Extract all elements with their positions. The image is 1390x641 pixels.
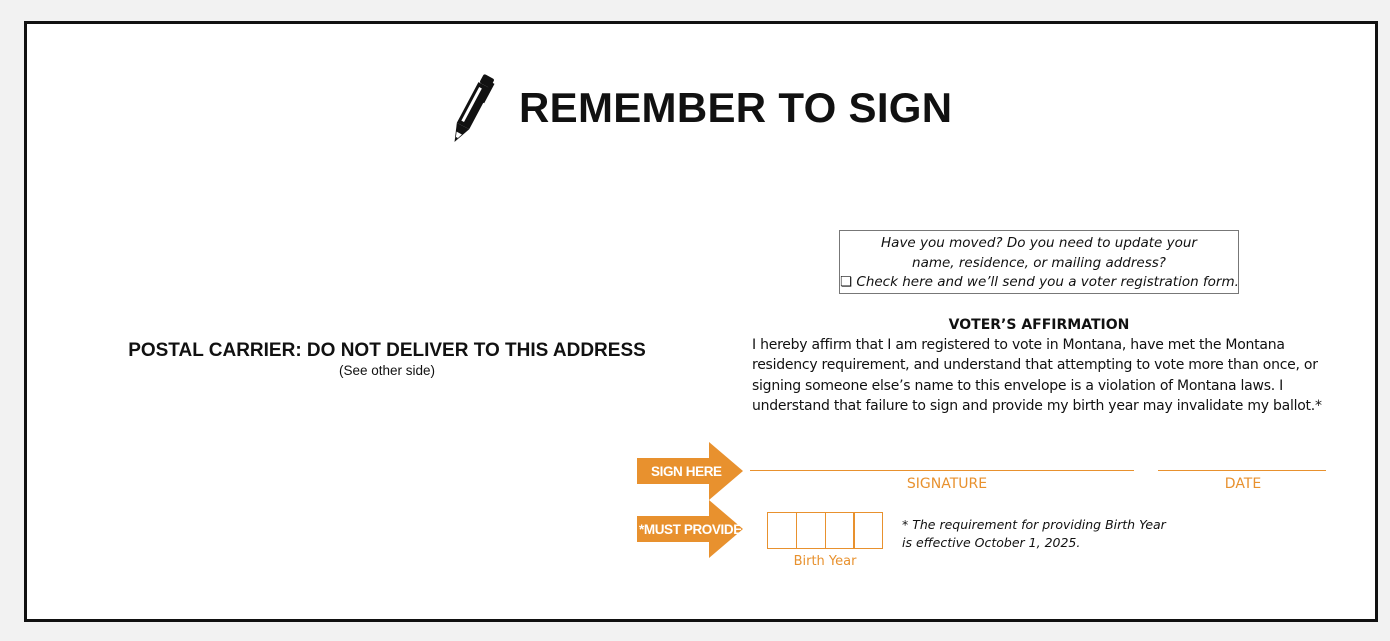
registration-form-checkbox[interactable]: ❏ Check here and we’ll send you a voter registration form. [840, 274, 1239, 290]
postal-warning: POSTAL CARRIER: DO NOT DELIVER TO THIS ADDRESS [128, 340, 646, 361]
birth-year-digit[interactable] [825, 512, 855, 549]
birth-year-digit[interactable] [853, 512, 883, 549]
affirmation-text: I hereby affirm that I am registered to vote in Montana, have met the Montana residency requirement, and understand that attempting to vote more than once, or signing someone else’s name to this envelope is a violation of Montana laws. I understand that failure to sign and provide my birth year may invalidate my ballot.* [752, 337, 1322, 414]
postal-notice [87, 340, 687, 378]
footnote-line-2: is effective October 1, 2025. [902, 535, 1081, 550]
birth-year-field[interactable] [767, 512, 883, 548]
signature-label: SIGNATURE [906, 476, 988, 492]
date-label: DATE [1224, 476, 1262, 492]
sign-here-arrow [637, 442, 743, 500]
birth-year-digit[interactable] [767, 512, 797, 549]
page-title: REMEMBER TO SIGN [519, 84, 953, 131]
address-change-notice [839, 230, 1239, 294]
signature-line[interactable] [750, 470, 1134, 471]
sign-here-label: SIGN HERE [651, 463, 722, 479]
birth-year-label: Birth Year [793, 554, 857, 569]
birth-year-footnote [902, 516, 1172, 552]
affirmation-title: VOTER’S AFFIRMATION [948, 317, 1130, 333]
must-provide-arrow [637, 500, 743, 558]
envelope-back [24, 21, 1378, 622]
postal-subnote: (See other side) [338, 363, 436, 378]
must-provide-label: *MUST PROVIDE [639, 521, 742, 537]
pen-icon [445, 70, 497, 152]
date-line[interactable] [1158, 470, 1326, 471]
birth-year-digit[interactable] [796, 512, 826, 549]
footnote-line-1: * The requirement for providing Birth Year [902, 517, 1166, 532]
notice-line-1: Have you moved? Do you need to update your [881, 235, 1197, 251]
notice-line-2: name, residence, or mailing address? [912, 254, 1166, 271]
